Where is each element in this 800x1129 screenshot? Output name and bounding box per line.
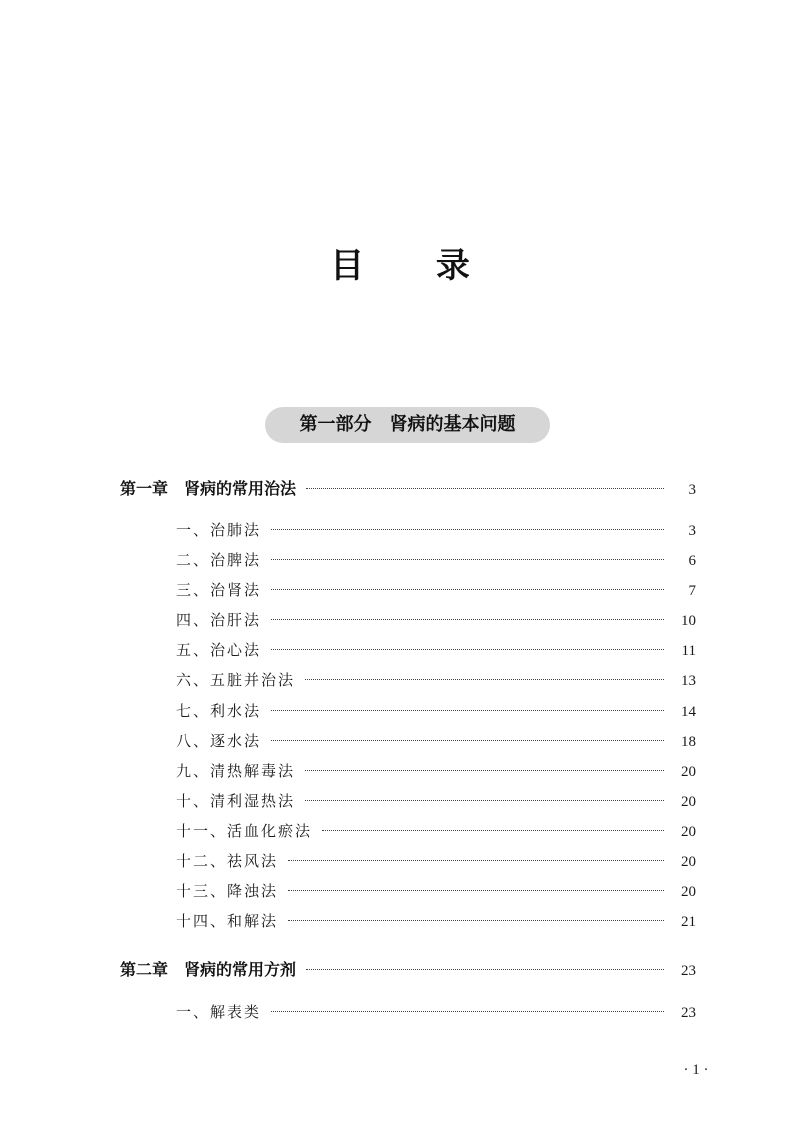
- toc-section[interactable]: [176, 1000, 696, 1024]
- toc-page-number: 23: [681, 1005, 696, 1021]
- toc-chapter-1[interactable]: [120, 477, 696, 501]
- toc-section[interactable]: [176, 578, 696, 602]
- toc-page-number: 18: [681, 734, 696, 750]
- dot-leader: [306, 969, 664, 970]
- toc-page-number: 3: [688, 523, 696, 539]
- toc-page-number: 20: [681, 884, 696, 900]
- dot-leader: [306, 488, 664, 489]
- toc-page-number: 23: [681, 963, 696, 979]
- toc-section-label: 一、解表类: [176, 1003, 262, 1021]
- dot-leader: [271, 710, 664, 711]
- toc-section-label: 三、治肾法: [176, 581, 262, 599]
- toc-page-number: 10: [681, 613, 696, 629]
- toc-page-number: 14: [681, 704, 696, 720]
- toc-page-number: 11: [681, 643, 696, 659]
- toc-section[interactable]: [176, 849, 696, 873]
- dot-leader: [271, 740, 664, 741]
- dot-leader: [305, 770, 664, 771]
- toc-section[interactable]: [176, 548, 696, 572]
- toc-section[interactable]: [176, 608, 696, 632]
- dot-leader: [271, 649, 664, 650]
- toc-section-label: 十一、活血化瘀法: [176, 822, 313, 840]
- toc-section-label: 八、逐水法: [176, 732, 262, 750]
- toc-section[interactable]: [176, 759, 696, 783]
- toc-page-number: 20: [681, 824, 696, 840]
- toc-chapter-label: 第二章 肾病的常用方剂: [120, 960, 297, 979]
- toc-section[interactable]: [176, 518, 696, 542]
- dot-leader: [305, 800, 664, 801]
- toc-section-label: 五、治心法: [176, 641, 262, 659]
- toc-section[interactable]: [176, 909, 696, 933]
- page-title: 目 录: [330, 246, 500, 286]
- dot-leader: [271, 619, 664, 620]
- toc-section-label: 九、清热解毒法: [176, 762, 296, 780]
- toc-page-number: 3: [688, 482, 696, 498]
- toc-section-label: 十三、降浊法: [176, 882, 279, 900]
- page-number: · 1 ·: [683, 1062, 709, 1078]
- toc-section-label: 四、治肝法: [176, 611, 262, 629]
- toc-section[interactable]: [176, 638, 696, 662]
- dot-leader: [271, 529, 664, 530]
- dot-leader: [305, 679, 664, 680]
- toc-section-label: 七、利水法: [176, 702, 262, 720]
- dot-leader: [288, 920, 664, 921]
- toc-section-label: 六、五脏并治法: [176, 671, 296, 689]
- toc-page-number: 20: [681, 854, 696, 870]
- toc-chapter-label: 第一章 肾病的常用治法: [120, 479, 297, 498]
- toc-page-number: 20: [681, 764, 696, 780]
- dot-leader: [288, 890, 664, 891]
- toc-section-label: 十二、祛风法: [176, 852, 279, 870]
- toc-page-number: 20: [681, 794, 696, 810]
- toc-section[interactable]: [176, 819, 696, 843]
- dot-leader: [288, 860, 664, 861]
- part-banner: 第一部分 肾病的基本问题: [265, 407, 550, 443]
- toc-page-number: 13: [681, 673, 696, 689]
- toc-chapter-2[interactable]: [120, 958, 696, 982]
- toc-page-number: 21: [681, 914, 696, 930]
- toc-page-number: 6: [688, 553, 696, 569]
- toc-section-label: 十四、和解法: [176, 912, 279, 930]
- toc-section-label: 二、治脾法: [176, 551, 262, 569]
- toc-page-number: 7: [688, 583, 696, 599]
- toc-section[interactable]: [176, 729, 696, 753]
- toc-section-label: 十、清利湿热法: [176, 792, 296, 810]
- toc-section[interactable]: [176, 699, 696, 723]
- dot-leader: [271, 589, 664, 590]
- toc-section-label: 一、治肺法: [176, 521, 262, 539]
- toc-section[interactable]: [176, 668, 696, 692]
- toc-section[interactable]: [176, 879, 696, 903]
- dot-leader: [271, 1011, 664, 1012]
- dot-leader: [271, 559, 664, 560]
- toc-section[interactable]: [176, 789, 696, 813]
- dot-leader: [322, 830, 664, 831]
